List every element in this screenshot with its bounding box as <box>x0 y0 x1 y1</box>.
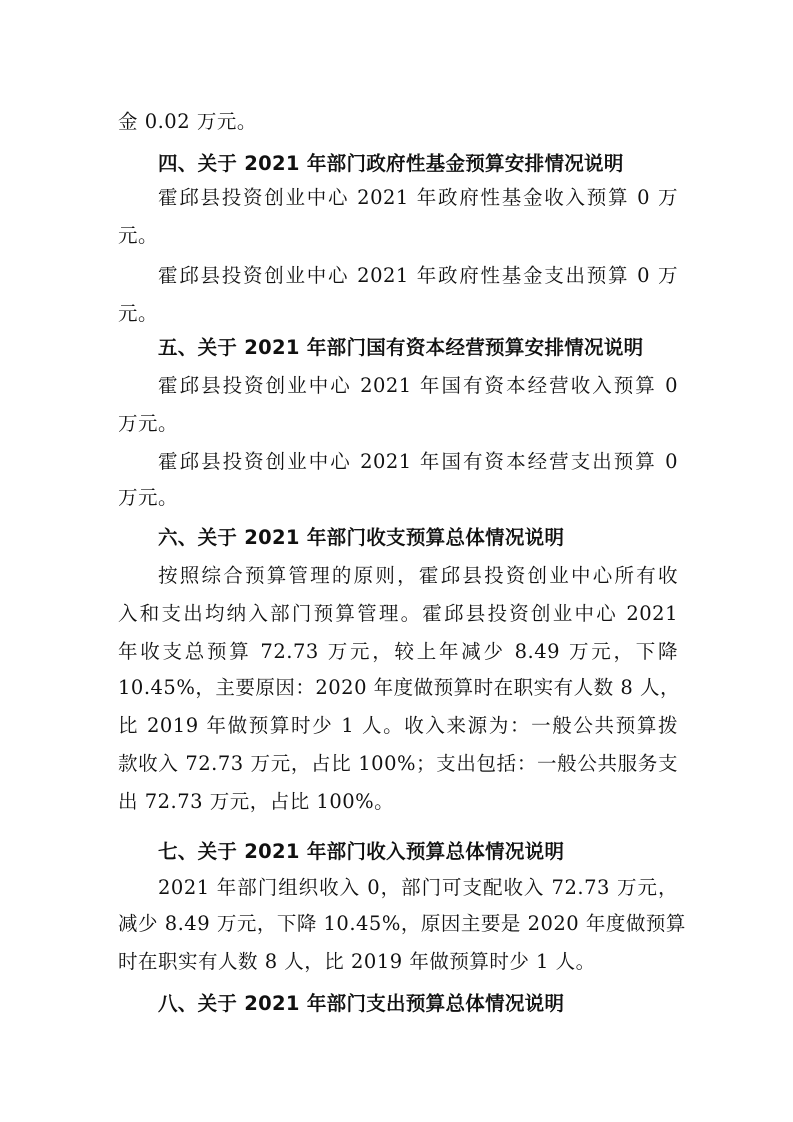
body-text-line: 霍邱县投资创业中心 2021 年政府性基金收入预算 0 万 <box>158 186 678 209</box>
body-text-line: 10.45%，主要原因：2020 年度做预算时在职实有人数 8 人， <box>118 676 680 699</box>
section-heading: 七、关于 2021 年部门收入预算总体情况说明 <box>158 840 565 863</box>
body-text-line: 款收入 72.73 万元，占比 100%；支出包括：一般公共服务支 <box>118 752 678 775</box>
body-text-line: 霍邱县投资创业中心 2021 年政府性基金支出预算 0 万 <box>158 264 678 287</box>
section-heading: 五、关于 2021 年部门国有资本经营预算安排情况说明 <box>158 336 644 359</box>
body-text-line: 霍邱县投资创业中心 2021 年国有资本经营收入预算 0 <box>158 374 678 397</box>
body-text-line: 按照综合预算管理的原则，霍邱县投资创业中心所有收 <box>158 564 678 587</box>
body-text-line: 减少 8.49 万元，下降 10.45%，原因主要是 2020 年度做预算 <box>118 912 686 935</box>
body-text-line: 年收支总预算 72.73 万元，较上年减少 8.49 万元，下降 <box>118 640 678 663</box>
body-text-line: 2021 年部门组织收入 0，部门可支配收入 72.73 万元， <box>158 876 678 899</box>
body-text-line: 入和支出均纳入部门预算管理。霍邱县投资创业中心 2021 <box>118 602 678 625</box>
section-heading: 八、关于 2021 年部门支出预算总体情况说明 <box>158 992 565 1015</box>
section-heading: 六、关于 2021 年部门收支预算总体情况说明 <box>158 526 565 549</box>
body-text-line: 时在职实有人数 8 人，比 2019 年做预算时少 1 人。 <box>118 950 596 973</box>
body-text-line: 出 72.73 万元，占比 100%。 <box>118 790 395 813</box>
body-text-line: 万元。 <box>118 412 179 435</box>
body-text-line: 金 0.02 万元。 <box>118 110 257 133</box>
body-text-line: 比 2019 年做预算时少 1 人。收入来源为：一般公共预算拨 <box>118 714 678 737</box>
body-text-line: 万元。 <box>118 486 179 509</box>
section-heading: 四、关于 2021 年部门政府性基金预算安排情况说明 <box>158 152 624 175</box>
body-text-line: 元。 <box>118 224 159 247</box>
body-text-line: 元。 <box>118 302 159 325</box>
body-text-line: 霍邱县投资创业中心 2021 年国有资本经营支出预算 0 <box>158 450 678 473</box>
